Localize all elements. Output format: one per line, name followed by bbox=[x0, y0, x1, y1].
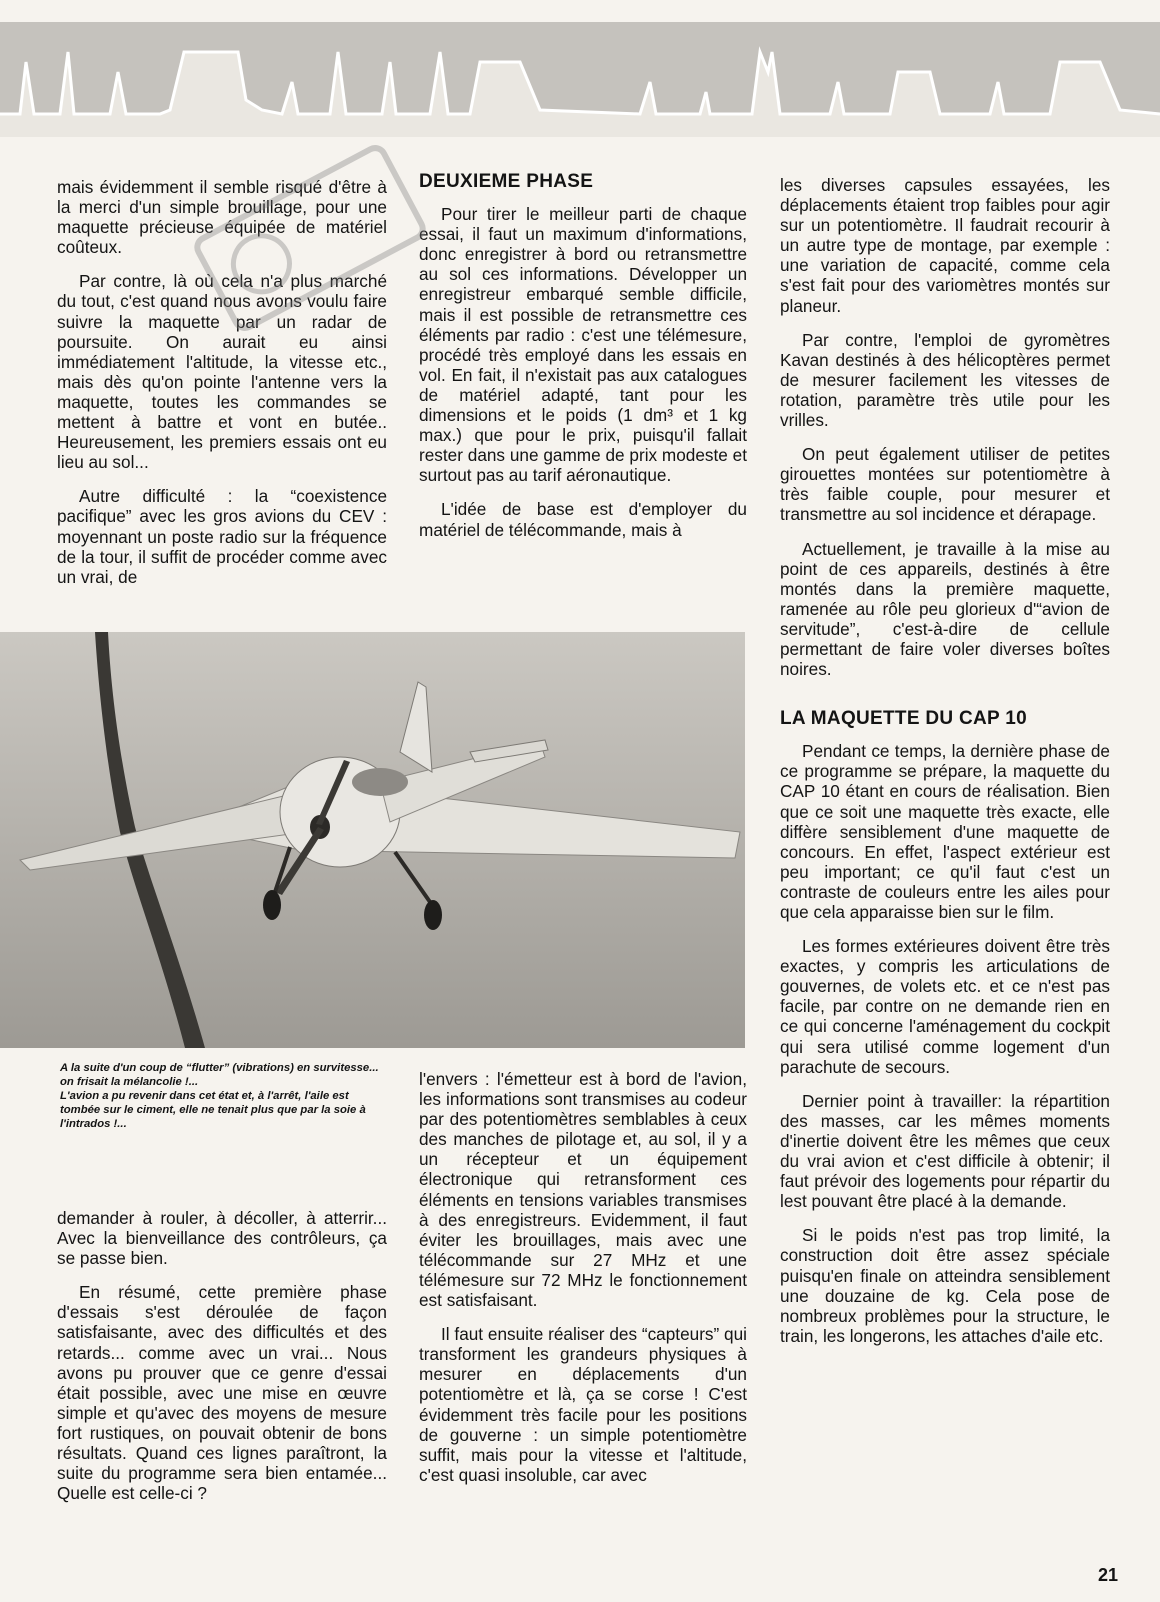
section-heading-deuxieme-phase: DEUXIEME PHASE bbox=[419, 171, 594, 192]
paragraph: Par contre, l'emploi de gyromètres Kavan destinés à des hélicoptères permet de mesurer facilement les vitesses de rotation, paramètre très utile pour les vrilles. bbox=[780, 329, 1110, 431]
column-2-top bbox=[419, 172, 747, 554]
paragraph: Pour tirer le meilleur parti de chaque essai, il faut un maximum d'informations, donc enregistrer à bord ou retransmettre au sol ces informations. Développer un enregistreur embarqué semble difficile, mais il est possible de retransmettre ces éléments par radio : c'est une télémesure, procédé très employé dans les essais en vol. En fait, il n'existait pas aux catalogues de matériel adapté, tant pour les dimensions et le poids (1 dm³ et 1 kg max.) que pour le prix, puisqu'il fallait rester dans une gamme de prix modeste et surtout pas au tarif aéronautique. bbox=[419, 204, 747, 486]
paragraph: Si le poids n'est pas trop limité, la construction doit être assez spéciale puisqu'en finale on atteindra sensiblement une douzaine de kg. Cela pose de nombreux problèmes pour la structure, le train, les longerons, les attaches d'aile etc. bbox=[780, 1225, 1110, 1346]
column-2-bottom bbox=[419, 1069, 747, 1499]
caption-line: L'avion a pu revenir dans cet état et, à l'arrêt, l'aile est tombée sur le ciment, elle ne tenait plus que par la soie à l'intrados !... bbox=[60, 1090, 366, 1131]
paragraph: On peut également utiliser de petites girouettes montées sur potentiomètre à très faible couple, pour mesurer et transmettre au sol incidence et dérapage. bbox=[780, 444, 1110, 525]
paragraph: Les formes extérieures doivent être très exactes, y compris les articulations de gouvernes, de volets etc. et ce n'est pas facile, par contre on ne demande rien en ce qui concerne l'aménagement du cockpit qui sera utilisé comme logement d'un parachute de secours. bbox=[780, 936, 1110, 1077]
paragraph: Actuellement, je travaille à la mise au point de ces appareils, destinés à être montés dans la première maquette, ramenée au rôle peu glorieux d'“avion de servitude”, c'est-à-dire de cellule permettant de faire voler diverses boîtes noires. bbox=[780, 538, 1110, 680]
header-waveform-banner bbox=[0, 22, 1160, 137]
column-3 bbox=[780, 175, 1110, 1360]
paragraph: les diverses capsules essayées, les déplacements étaient trop faibles pour agir sur un potentiomètre. Il faudrait recourir à un autre type de montage, par exemple : une variation de capacité, comme cela s'est fait pour des variomètres montés sur planeur. bbox=[780, 175, 1110, 316]
caption-line: A la suite d'un coup de “flutter” (vibrations) en survitesse... on frisait la mélancolie !... bbox=[60, 1062, 379, 1089]
section-heading-maquette-cap10: LA MAQUETTE DU CAP 10 bbox=[780, 708, 1027, 730]
page-number: 21 bbox=[1098, 1565, 1119, 1585]
paragraph: Pendant ce temps, la dernière phase de ce programme se prépare, la maquette du CAP 10 étant en cours de réalisation. Bien que ce soit une maquette très exacte, elle diffère sensiblement d'une maquette de concours. En effet, l'aspect extérieur est peu important; ce qu'il faut c'est un contraste de couleurs entre les ailes pour que cela apparaisse bien sur le film. bbox=[780, 741, 1110, 922]
column-1-top bbox=[57, 177, 387, 601]
paragraph: En résumé, cette première phase d'essais s'est déroulée de façon satisfaisante, avec des difficultés et des retards... comme avec un vrai... Nous avons pu prouver que ce genre d'essai était possible, avec une mise en œuvre simple et qu'avec des moyens de mesure fort rustiques, on pouvait obtenir de bons résultats. Quand ces lignes paraîtront, la suite du programme sera bien entamée... Quelle est celle-ci ? bbox=[57, 1282, 387, 1504]
airplane-photo bbox=[0, 632, 745, 1048]
paragraph: Il faut ensuite réaliser des “capteurs” qui transforment les grandeurs physiques à mesurer en déplacements d'un potentiomètre et là, ça se corse ! C'est évidemment très facile pour les positions de gouverne : un simple potentiomètre suffit, mais pour la vitesse et l'altitude, c'est quasi insoluble, car avec bbox=[419, 1324, 747, 1485]
paragraph: mais évidemment il semble risqué d'être à la merci d'un simple brouillage, pour une maquette précieuse équipée de matériel coûteux. bbox=[57, 177, 387, 258]
paragraph: Dernier point à travailler: la répartition des masses, car les mêmes moments d'inertie doivent être les mêmes que ceux du vrai avion et c'est difficile à obtenir; il faut prévoir des logements pour répartir du lest pouvant être placé à la demande. bbox=[780, 1090, 1110, 1212]
paragraph: l'envers : l'émetteur est à bord de l'avion, les informations sont transmises au codeur par des potentiomètres semblables à ceux des manches de pilotage et, au sol, il y a un récepteur et un équipement électronique qui retransforment ces éléments en tensions variables transmises à des enregistreurs. Evidemment, il faut éviter les brouillages, mais avec une télécommande sur 27 MHz et une télémesure sur 72 MHz le fonctionnement est satisfaisant. bbox=[419, 1069, 747, 1311]
paragraph: Par contre, là où cela n'a plus marché du tout, c'est quand nous avons voulu faire suivre la maquette par un radar de poursuite. On aurait eu ainsi immédiatement l'altitude, la vitesse etc., mais dès qu'on pointe l'antenne vers la maquette, toutes les commandes se mettent à battre et vont en butée.. Heureusement, les premiers essais ont eu lieu au sol... bbox=[57, 271, 387, 473]
paragraph: L'idée de base est d'employer du matériel de télécommande, mais à bbox=[419, 499, 747, 540]
photo-caption bbox=[60, 1061, 390, 1131]
paragraph: demander à rouler, à décoller, à atterrir... Avec la bienveillance des contrôleurs, ça se passe bien. bbox=[57, 1208, 387, 1269]
paragraph: Autre difficulté : la “coexistence pacifique” avec les gros avions du CEV : moyennant un poste radio sur la fréquence de la tour, il suffit de procéder comme avec un vrai, de bbox=[57, 486, 387, 587]
column-1-bottom bbox=[57, 1208, 387, 1517]
